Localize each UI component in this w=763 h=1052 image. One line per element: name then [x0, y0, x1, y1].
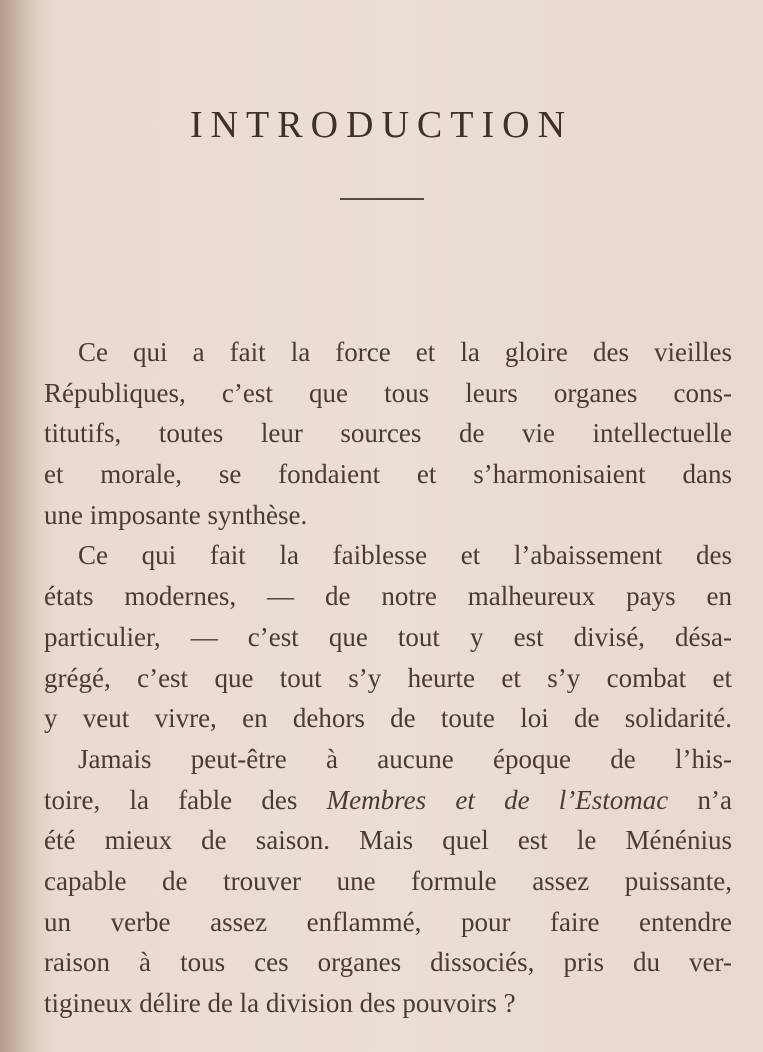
text-fragment: n’a	[668, 784, 732, 815]
text-line: Ce qui fait la faiblesse et l’abaissement des	[78, 540, 732, 571]
text-fragment: toire, la fable des	[44, 784, 327, 815]
title-rule	[340, 198, 424, 200]
text-line: un verbe assez enflammé, pour faire entendre	[44, 906, 732, 937]
text-line: capable de trouver une formule assez puissante,	[44, 865, 732, 896]
work-title: Membres et de l’Estomac	[326, 784, 669, 815]
page-edge	[0, 0, 40, 1052]
text-line: été mieux de saison. Mais quel est le Ménénius	[44, 825, 732, 856]
text-line: Ce qui a fait la force et la gloire des vieilles	[78, 337, 732, 367]
text-line: raison à tous ces organes dissociés, pris du ver-	[44, 947, 732, 978]
page-title: INTRODUCTION	[189, 104, 574, 147]
text-line: et morale, se fondaient et s’harmonisaient dans	[44, 459, 732, 490]
body-text	[44, 332, 732, 1024]
text-line-italic-title	[44, 780, 732, 821]
text-line: grégé, c’est que tout s’y heurte et s’y combat et	[44, 662, 732, 693]
text-line: une imposante synthèse.	[44, 499, 308, 530]
text-line: titutifs, toutes leur sources de vie intellectuelle	[44, 418, 732, 449]
text-line: y veut vivre, en dehors de toute loi de solidarité.	[44, 703, 732, 734]
text-line: états modernes, — de notre malheureux pays en	[44, 581, 732, 612]
text-line: tigineux délire de la division des pouvoirs ?	[44, 988, 516, 1018]
text-line: Jamais peut-être à aucune époque de l’his-	[78, 743, 732, 774]
text-line: particulier, — c’est que tout y est divisé, désa-	[44, 621, 732, 652]
text-line: Républiques, c’est que tous leurs organes cons-	[44, 377, 732, 408]
